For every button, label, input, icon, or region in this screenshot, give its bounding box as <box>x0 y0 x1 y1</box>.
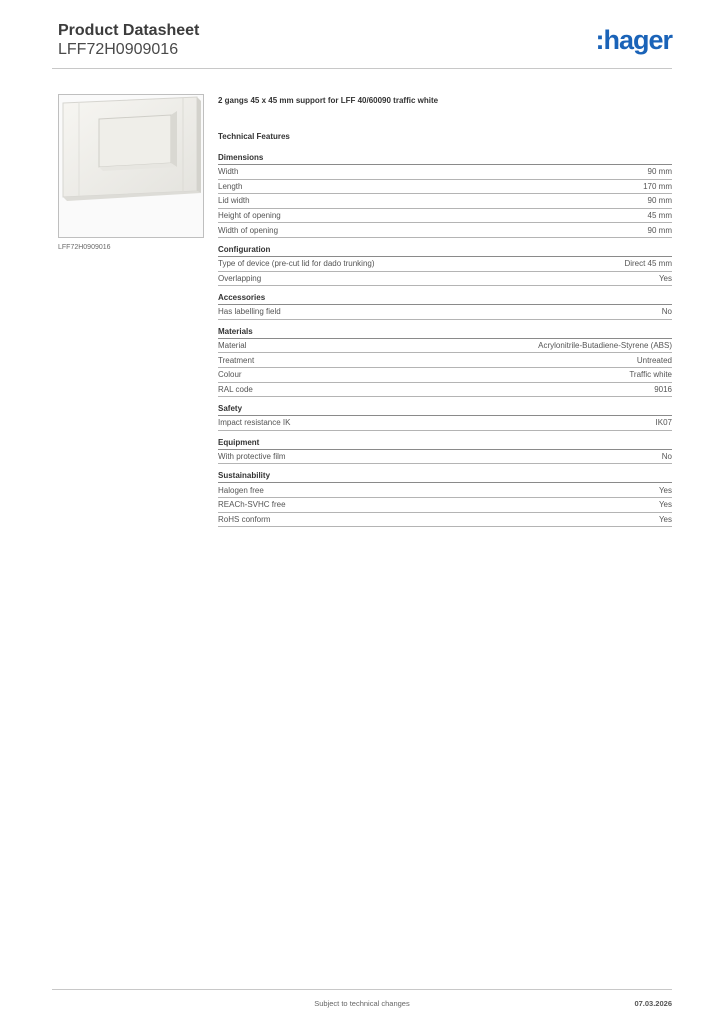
hager-logo <box>595 26 672 54</box>
spec-label: Colour <box>218 370 242 380</box>
spec-label: Halogen free <box>218 485 264 495</box>
section-title: Dimensions <box>218 152 672 165</box>
spec-value: Yes <box>658 514 672 524</box>
section-title: Equipment <box>218 437 672 450</box>
spec-value: Yes <box>658 485 672 495</box>
section-dimensions <box>218 152 672 238</box>
spec-value: No <box>661 452 672 462</box>
spec-label: Treatment <box>218 355 255 365</box>
footer-date: 07.03.2026 <box>634 999 672 1008</box>
spec-value: 90 mm <box>647 167 672 177</box>
spec-label: Width of opening <box>218 225 279 235</box>
logo-dots-icon: : <box>595 25 604 55</box>
product-image <box>58 94 204 238</box>
image-caption: LFF72H0909016 <box>58 244 111 251</box>
spec-label: Type of device (pre-cut lid for dado trunking) <box>218 259 375 269</box>
spec-value: 90 mm <box>647 196 672 206</box>
spec-row <box>218 209 672 224</box>
spec-value: 90 mm <box>647 225 672 235</box>
spec-label: Length <box>218 181 243 191</box>
section-title: Materials <box>218 326 672 339</box>
spec-value: Yes <box>658 273 672 283</box>
spec-value: IK07 <box>655 418 672 428</box>
section-accessories <box>218 292 672 320</box>
spec-label: Height of opening <box>218 211 281 221</box>
section-safety <box>218 403 672 431</box>
section-title: Sustainability <box>218 470 672 483</box>
spec-label: Width <box>218 167 239 177</box>
footer-note: Subject to technical changes <box>314 999 410 1008</box>
spec-row <box>218 194 672 209</box>
spec-label: Has labelling field <box>218 307 281 317</box>
document-title: Product Datasheet <box>58 22 200 39</box>
spec-label: Impact resistance IK <box>218 418 291 428</box>
spec-row <box>218 483 672 498</box>
spec-row <box>218 257 672 272</box>
section-title: Configuration <box>218 244 672 257</box>
spec-value: Untreated <box>636 355 672 365</box>
section-materials <box>218 326 672 397</box>
spec-value: Yes <box>658 500 672 510</box>
document-header <box>58 22 199 59</box>
spec-value: 45 mm <box>647 211 672 221</box>
spec-value: 9016 <box>654 384 672 394</box>
spec-row <box>218 368 672 383</box>
spec-value: Direct 45 mm <box>624 259 672 269</box>
spec-value: No <box>661 307 672 317</box>
header-divider <box>52 68 672 69</box>
spec-label: Material <box>218 341 247 351</box>
spec-label: With protective film <box>218 452 286 462</box>
logo-text: hager <box>603 25 672 55</box>
spec-row <box>218 353 672 368</box>
spec-row <box>218 272 672 287</box>
spec-value: Acrylonitrile-Butadiene-Styrene (ABS) <box>538 341 672 351</box>
spec-row <box>218 165 672 180</box>
spec-row <box>218 416 672 431</box>
spec-value: Traffic white <box>629 370 672 380</box>
spec-row <box>218 223 672 238</box>
spec-row <box>218 339 672 354</box>
technical-features-heading: Technical Features <box>218 132 290 141</box>
spec-row <box>218 450 672 465</box>
section-title: Accessories <box>218 292 672 305</box>
datasheet-content <box>218 96 672 533</box>
cover-plate-icon <box>59 95 203 237</box>
section-sustainability <box>218 470 672 527</box>
spec-label: Overlapping <box>218 273 262 283</box>
section-equipment <box>218 437 672 465</box>
product-reference: LFF72H0909016 <box>58 41 179 58</box>
spec-label: RoHS conform <box>218 514 271 524</box>
spec-label: REACh-SVHC free <box>218 500 286 510</box>
spec-row <box>218 305 672 320</box>
spec-row <box>218 513 672 528</box>
footer-divider <box>52 989 672 990</box>
spec-row <box>218 180 672 195</box>
product-description: 2 gangs 45 x 45 mm support for LFF 40/60090 traffic white <box>218 96 439 105</box>
section-configuration <box>218 244 672 286</box>
spec-label: Lid width <box>218 196 250 206</box>
spec-row <box>218 383 672 398</box>
spec-row <box>218 498 672 513</box>
section-title: Safety <box>218 403 672 416</box>
feature-sections <box>218 152 672 527</box>
spec-label: RAL code <box>218 384 253 394</box>
spec-value: 170 mm <box>643 181 672 191</box>
